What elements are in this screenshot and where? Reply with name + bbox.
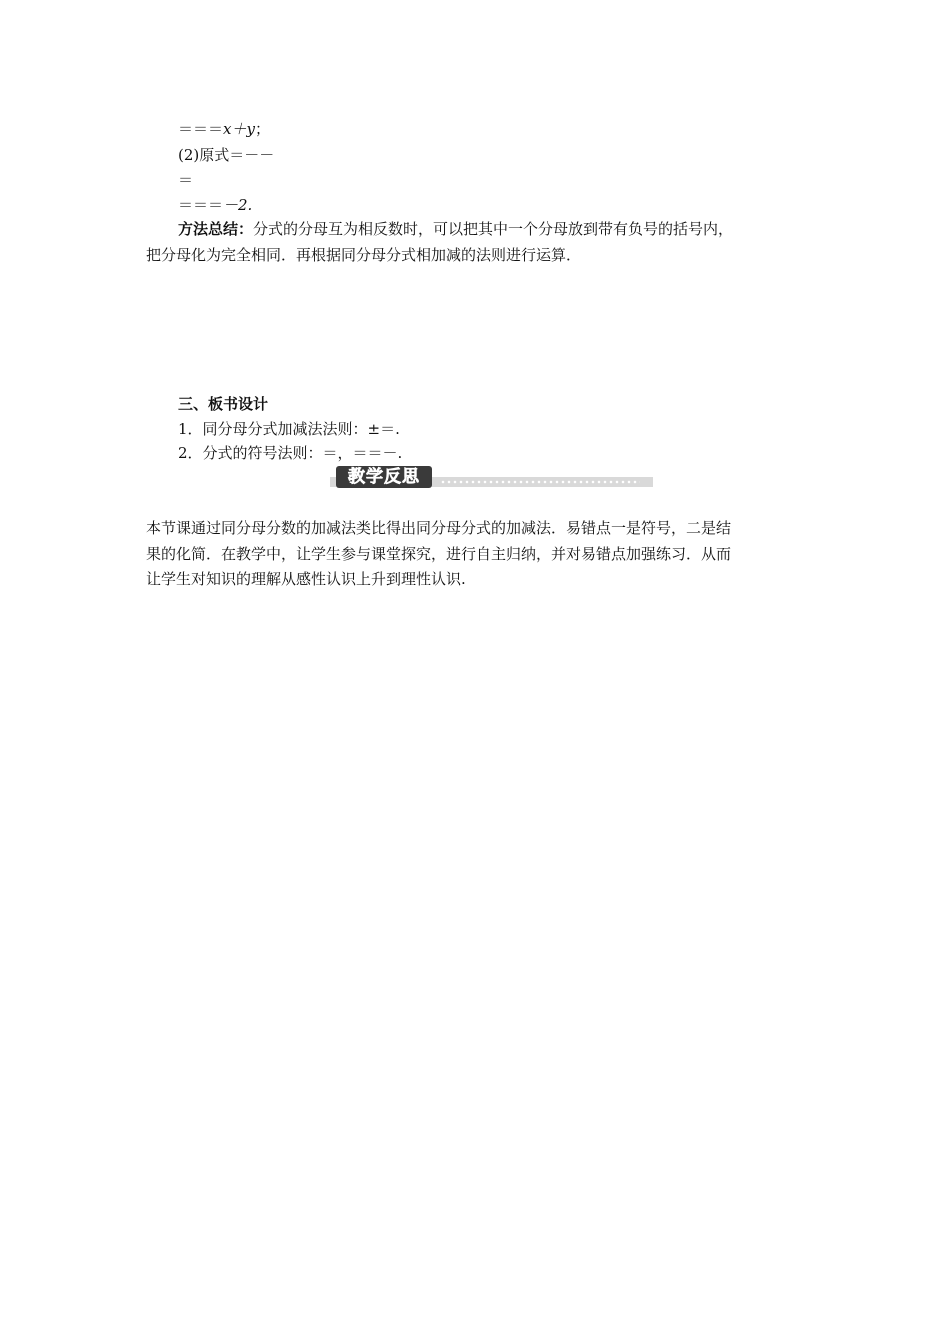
solution-line-3: ＝ xyxy=(178,171,194,189)
reflection-banner xyxy=(330,466,653,488)
method-summary-line-1 xyxy=(178,216,733,242)
board-design-heading: 三、板书设计 xyxy=(178,395,269,413)
method-summary-text-1: 分式的分母互为相反数时，可以把其中一个分母放到带有负号的括号内， xyxy=(253,220,734,238)
solution-line-1 xyxy=(178,116,270,142)
solution-line-1-prefix: ＝＝＝ xyxy=(178,120,224,138)
solution-line-4 xyxy=(178,192,252,218)
reflection-banner-label: 教学反思 xyxy=(336,466,432,488)
reflection-line-2: 果的化简．在教学中，让学生参与课堂探究，进行自主归纳，并对易错点加强练习．从而 xyxy=(146,545,732,563)
method-summary-line-2: 把分母化为完全相同．再根据同分母分式相加减的法则进行运算． xyxy=(146,246,582,264)
reflection-banner-dots xyxy=(440,479,640,485)
solution-line-1-math: x＋y xyxy=(223,120,255,138)
solution-line-4-math: －2. xyxy=(223,196,253,214)
method-summary-label: 方法总结： xyxy=(178,220,254,238)
board-design-item-2: 2．分式的符号法则：＝，＝＝－. xyxy=(178,444,403,462)
solution-line-1-suffix: ； xyxy=(254,120,270,138)
reflection-line-1: 本节课通过同分母分数的加减法类比得出同分母分式的加减法．易错点一是符号，二是结 xyxy=(146,519,732,537)
solution-line-2: (2)原式＝－－ xyxy=(178,146,275,164)
board-design-item-1: 1．同分母分式加减法法则：±＝. xyxy=(178,420,400,438)
solution-line-4-prefix: ＝＝＝ xyxy=(178,196,224,214)
reflection-line-3: 让学生对知识的理解从感性认识上升到理性认识. xyxy=(146,570,466,588)
